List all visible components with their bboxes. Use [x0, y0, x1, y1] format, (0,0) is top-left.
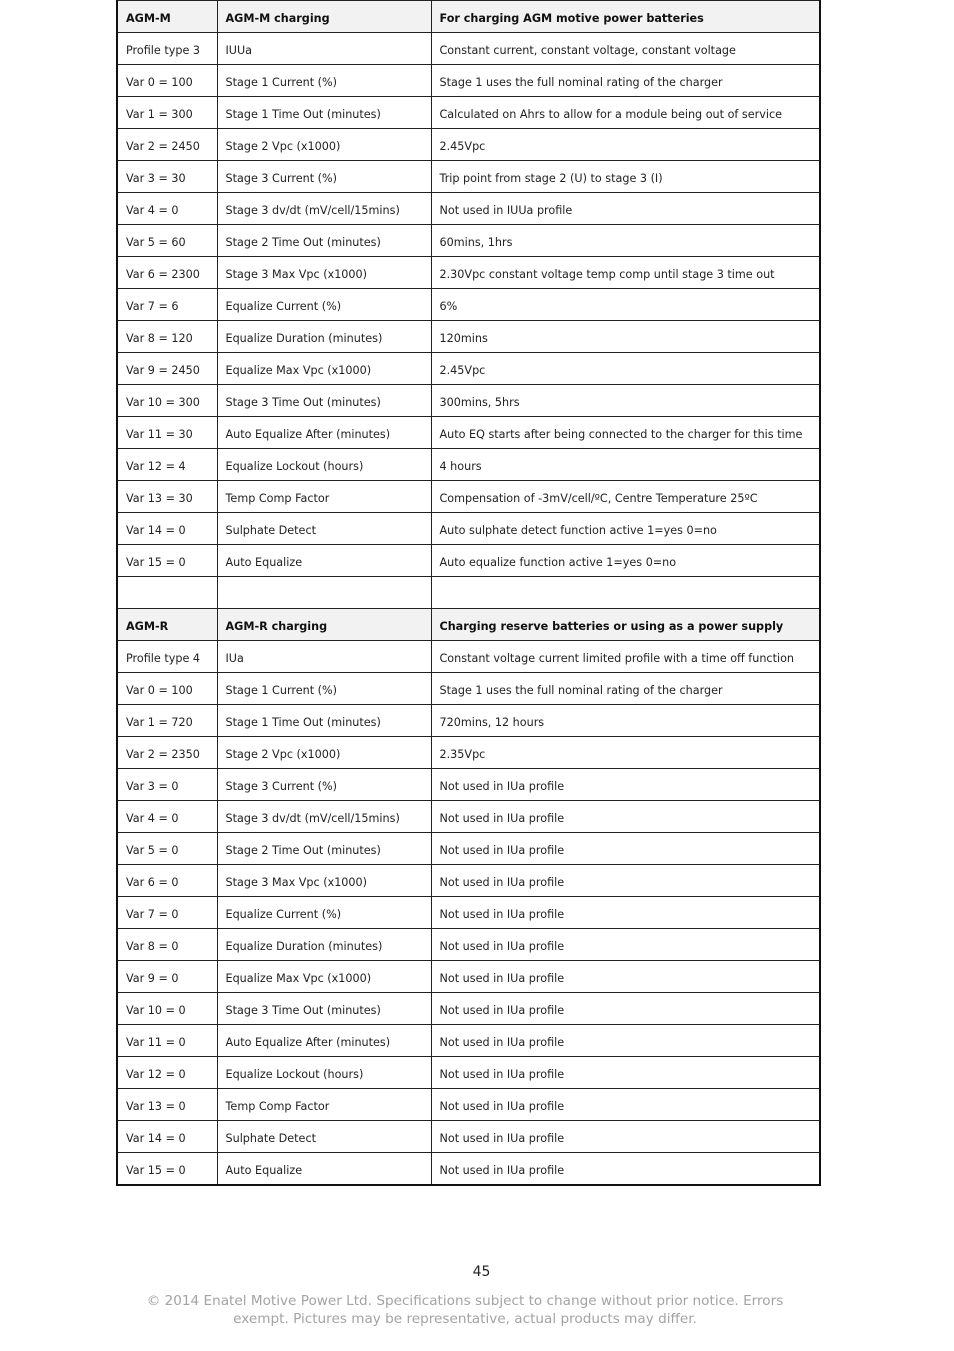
description-cell: Not used in IUa profile	[431, 1153, 820, 1186]
parameter-cell: IUUa	[217, 33, 431, 65]
table-row	[117, 321, 820, 353]
setting-cell: Var 2 = 2450	[117, 129, 217, 161]
setting-cell: Var 4 = 0	[117, 801, 217, 833]
setting-cell: Var 0 = 100	[117, 673, 217, 705]
table-row	[117, 1089, 820, 1121]
table-row	[117, 1121, 820, 1153]
description-cell: Constant voltage current limited profile with a time off function	[431, 641, 820, 673]
description-cell: Stage 1 uses the full nominal rating of the charger	[431, 673, 820, 705]
setting-cell	[117, 577, 217, 609]
description-cell: 2.45Vpc	[431, 353, 820, 385]
setting-cell: Var 6 = 2300	[117, 257, 217, 289]
parameter-cell: Auto Equalize After (minutes)	[217, 417, 431, 449]
parameter-cell: Stage 2 Time Out (minutes)	[217, 225, 431, 257]
setting-cell: Var 9 = 2450	[117, 353, 217, 385]
parameter-cell: Equalize Duration (minutes)	[217, 929, 431, 961]
setting-cell: Profile type 3	[117, 33, 217, 65]
setting-cell: Var 0 = 100	[117, 65, 217, 97]
footer-line-2: exempt. Pictures may be representative, actual products may differ.	[233, 1311, 697, 1327]
description-cell: Auto sulphate detect function active 1=yes 0=no	[431, 513, 820, 545]
table-row	[117, 673, 820, 705]
parameter-cell: Equalize Lockout (hours)	[217, 449, 431, 481]
table-row	[117, 353, 820, 385]
description-cell: Not used in IUa profile	[431, 929, 820, 961]
description-cell: Not used in IUa profile	[431, 833, 820, 865]
description-cell: Not used in IUa profile	[431, 865, 820, 897]
description-cell: 720mins, 12 hours	[431, 705, 820, 737]
description-cell: Trip point from stage 2 (U) to stage 3 (I)	[431, 161, 820, 193]
parameter-cell: Stage 3 Max Vpc (x1000)	[217, 865, 431, 897]
description-cell: For charging AGM motive power batteries	[431, 1, 820, 33]
description-cell: 4 hours	[431, 449, 820, 481]
description-cell: 2.35Vpc	[431, 737, 820, 769]
setting-cell: Var 7 = 6	[117, 289, 217, 321]
setting-cell: Var 12 = 4	[117, 449, 217, 481]
parameter-cell: Equalize Current (%)	[217, 897, 431, 929]
profile-settings-table	[116, 0, 821, 1186]
table-row	[117, 449, 820, 481]
description-cell: 300mins, 5hrs	[431, 385, 820, 417]
description-cell: Compensation of -3mV/cell/ºC, Centre Temperature 25ºC	[431, 481, 820, 513]
table-row	[117, 481, 820, 513]
table-row	[117, 225, 820, 257]
description-cell: Charging reserve batteries or using as a power supply	[431, 609, 820, 641]
table-row	[117, 161, 820, 193]
setting-cell: AGM-R	[117, 609, 217, 641]
parameter-cell: Stage 2 Time Out (minutes)	[217, 833, 431, 865]
description-cell: Auto equalize function active 1=yes 0=no	[431, 545, 820, 577]
setting-cell: Var 11 = 0	[117, 1025, 217, 1057]
table-row	[117, 993, 820, 1025]
description-cell: Constant current, constant voltage, constant voltage	[431, 33, 820, 65]
table-row	[117, 737, 820, 769]
spacer-row	[117, 577, 820, 609]
description-cell: Calculated on Ahrs to allow for a module being out of service	[431, 97, 820, 129]
description-cell: Not used in IUUa profile	[431, 193, 820, 225]
setting-cell: Var 10 = 0	[117, 993, 217, 1025]
table-row	[117, 97, 820, 129]
parameter-cell	[217, 577, 431, 609]
setting-cell: Var 11 = 30	[117, 417, 217, 449]
setting-cell: Var 7 = 0	[117, 897, 217, 929]
parameter-cell: Stage 1 Current (%)	[217, 673, 431, 705]
table-row	[117, 897, 820, 929]
table-row	[117, 545, 820, 577]
header-row	[117, 1, 820, 33]
setting-cell: Var 3 = 30	[117, 161, 217, 193]
parameter-cell: Sulphate Detect	[217, 513, 431, 545]
description-cell: 6%	[431, 289, 820, 321]
setting-cell: AGM-M	[117, 1, 217, 33]
setting-cell: Var 6 = 0	[117, 865, 217, 897]
setting-cell: Var 3 = 0	[117, 769, 217, 801]
parameter-cell: Stage 3 Current (%)	[217, 161, 431, 193]
description-cell: 60mins, 1hrs	[431, 225, 820, 257]
table-row	[117, 513, 820, 545]
parameter-cell: Stage 1 Current (%)	[217, 65, 431, 97]
description-cell: Not used in IUa profile	[431, 1121, 820, 1153]
page-number: 45	[472, 1264, 491, 1280]
description-cell: Not used in IUa profile	[431, 897, 820, 929]
description-cell: Not used in IUa profile	[431, 1057, 820, 1089]
table-row	[117, 1057, 820, 1089]
table-row	[117, 929, 820, 961]
parameter-cell: Equalize Current (%)	[217, 289, 431, 321]
table-row	[117, 705, 820, 737]
description-cell: 2.30Vpc constant voltage temp comp until stage 3 time out	[431, 257, 820, 289]
description-cell: Not used in IUa profile	[431, 769, 820, 801]
setting-cell: Var 9 = 0	[117, 961, 217, 993]
description-cell: 2.45Vpc	[431, 129, 820, 161]
setting-cell: Var 14 = 0	[117, 1121, 217, 1153]
description-cell: Not used in IUa profile	[431, 1025, 820, 1057]
footer-line-1: © 2014 Enatel Motive Power Ltd. Specifications subject to change without prior notice. Errors	[146, 1293, 784, 1309]
copyright-footer	[100, 1292, 830, 1328]
table-row	[117, 961, 820, 993]
parameter-cell: Temp Comp Factor	[217, 1089, 431, 1121]
description-cell: Auto EQ starts after being connected to the charger for this time	[431, 417, 820, 449]
setting-cell: Var 10 = 300	[117, 385, 217, 417]
setting-cell: Var 14 = 0	[117, 513, 217, 545]
description-cell: Stage 1 uses the full nominal rating of the charger	[431, 65, 820, 97]
description-cell: Not used in IUa profile	[431, 993, 820, 1025]
parameter-cell: Auto Equalize After (minutes)	[217, 1025, 431, 1057]
table-row	[117, 257, 820, 289]
setting-cell: Var 8 = 120	[117, 321, 217, 353]
parameter-cell: Equalize Max Vpc (x1000)	[217, 353, 431, 385]
table-row	[117, 417, 820, 449]
table-row	[117, 33, 820, 65]
table-row	[117, 1025, 820, 1057]
parameter-cell: Stage 3 dv/dt (mV/cell/15mins)	[217, 801, 431, 833]
parameter-cell: AGM-M charging	[217, 1, 431, 33]
setting-cell: Var 8 = 0	[117, 929, 217, 961]
description-cell: Not used in IUa profile	[431, 961, 820, 993]
setting-cell: Var 1 = 300	[117, 97, 217, 129]
table-row	[117, 833, 820, 865]
setting-cell: Var 12 = 0	[117, 1057, 217, 1089]
description-cell: Not used in IUa profile	[431, 801, 820, 833]
parameter-cell: IUa	[217, 641, 431, 673]
parameter-cell: Stage 2 Vpc (x1000)	[217, 737, 431, 769]
description-cell: 120mins	[431, 321, 820, 353]
parameter-cell: Temp Comp Factor	[217, 481, 431, 513]
setting-cell: Var 1 = 720	[117, 705, 217, 737]
description-cell: Not used in IUa profile	[431, 1089, 820, 1121]
parameter-cell: Sulphate Detect	[217, 1121, 431, 1153]
parameter-cell: AGM-R charging	[217, 609, 431, 641]
parameter-cell: Stage 3 Current (%)	[217, 769, 431, 801]
parameter-cell: Equalize Duration (minutes)	[217, 321, 431, 353]
table-row	[117, 801, 820, 833]
parameter-cell: Stage 3 dv/dt (mV/cell/15mins)	[217, 193, 431, 225]
profile-settings-body	[117, 1, 820, 1186]
parameter-cell: Stage 1 Time Out (minutes)	[217, 97, 431, 129]
parameter-cell: Stage 2 Vpc (x1000)	[217, 129, 431, 161]
setting-cell: Var 15 = 0	[117, 545, 217, 577]
setting-cell: Var 5 = 0	[117, 833, 217, 865]
table-row	[117, 769, 820, 801]
parameter-cell: Auto Equalize	[217, 1153, 431, 1186]
parameter-cell: Equalize Lockout (hours)	[217, 1057, 431, 1089]
parameter-cell: Stage 1 Time Out (minutes)	[217, 705, 431, 737]
parameter-cell: Stage 3 Max Vpc (x1000)	[217, 257, 431, 289]
setting-cell: Var 5 = 60	[117, 225, 217, 257]
setting-cell: Profile type 4	[117, 641, 217, 673]
setting-cell: Var 2 = 2350	[117, 737, 217, 769]
setting-cell: Var 13 = 0	[117, 1089, 217, 1121]
setting-cell: Var 13 = 30	[117, 481, 217, 513]
parameter-cell: Auto Equalize	[217, 545, 431, 577]
table-row	[117, 129, 820, 161]
parameter-cell: Equalize Max Vpc (x1000)	[217, 961, 431, 993]
header-row	[117, 609, 820, 641]
table-row	[117, 65, 820, 97]
table-row	[117, 193, 820, 225]
table-row	[117, 641, 820, 673]
table-row	[117, 865, 820, 897]
setting-cell: Var 4 = 0	[117, 193, 217, 225]
table-row	[117, 385, 820, 417]
table-row	[117, 289, 820, 321]
parameter-cell: Stage 3 Time Out (minutes)	[217, 385, 431, 417]
setting-cell: Var 15 = 0	[117, 1153, 217, 1186]
parameter-cell: Stage 3 Time Out (minutes)	[217, 993, 431, 1025]
table-row	[117, 1153, 820, 1186]
description-cell	[431, 577, 820, 609]
